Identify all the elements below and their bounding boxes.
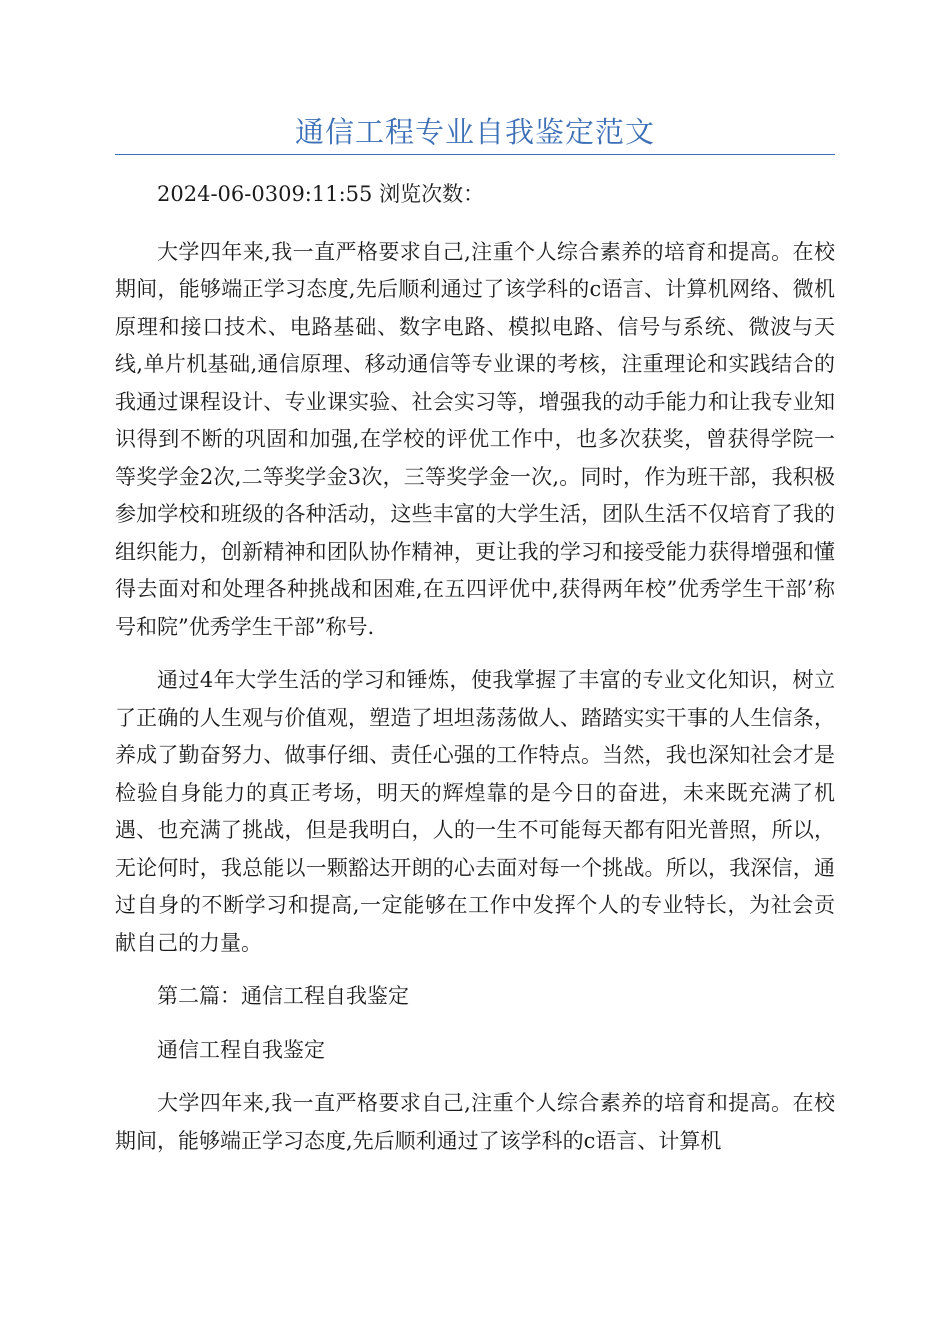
meta-line: 2024-06-0309:11:55 浏览次数： bbox=[157, 182, 485, 206]
paragraph-1: 大学四年来,我一直严格要求自己,注重个人综合素养的培育和提高。在校期间，能够端正学习态度,先后顺利通过了该学科的c语言、计算机网络、微机原理和接口技术、电路基础、数字电路、模拟电路、信号与系统、微波与天线,单片机基础,通信原理、移动通信等专业课的考核，注重理论和实践结合的我通过课程设计、专业课实验、社会实习等，增强我的动手能力和让我专业知识得到不断的巩固和加强,在学校的评优工作中，也多次获奖，曾获得学院一等奖学金2次,二等奖学金3次，三等奖学金一次,。同时，作为班干部，我积极参加学校和班级的各种活动，这些丰富的大学生活，团队生活不仅培育了我的组织能力，创新精神和团队协作精神，更让我的学习和接受能力获得增强和懂得去面对和处理各种挑战和困难,在五四评优中,获得两年校”优秀学生干部’称号和院”优秀学生干部”称号. bbox=[115, 239, 835, 639]
title-underline bbox=[115, 154, 835, 155]
paragraph-3: 大学四年来,我一直严格要求自己,注重个人综合素养的培育和提高。在校期间，能够端正学习态度,先后顺利通过了该学科的c语言、计算机 bbox=[115, 1091, 835, 1153]
subsection-heading: 通信工程自我鉴定 bbox=[157, 1037, 325, 1062]
document-title: 通信工程专业自我鉴定范文 bbox=[294, 115, 655, 149]
paragraph-2: 通过4年大学生活的学习和锤炼，使我掌握了丰富的专业文化知识，树立了正确的人生观与价值观，塑造了坦坦荡荡做人、踏踏实实干事的人生信条，养成了勤奋努力、做事仔细、责任心强的工作特点。当然，我也深知社会才是检验自身能力的真正考场，明天的辉煌靠的是今日的奋进，未来既充满了机遇、也充满了挑战，但是我明白，人的一生不可能每天都有阳光普照，所以，无论何时，我总能以一颗豁达开朗的心去面对每一个挑战。所以，我深信，通过自身的不断学习和提高,一定能够在工作中发挥个人的专业特长，为社会贡献自己的力量。 bbox=[115, 668, 835, 955]
document-body bbox=[115, 176, 835, 1176]
section-heading: 第二篇：通信工程自我鉴定 bbox=[157, 984, 409, 1008]
